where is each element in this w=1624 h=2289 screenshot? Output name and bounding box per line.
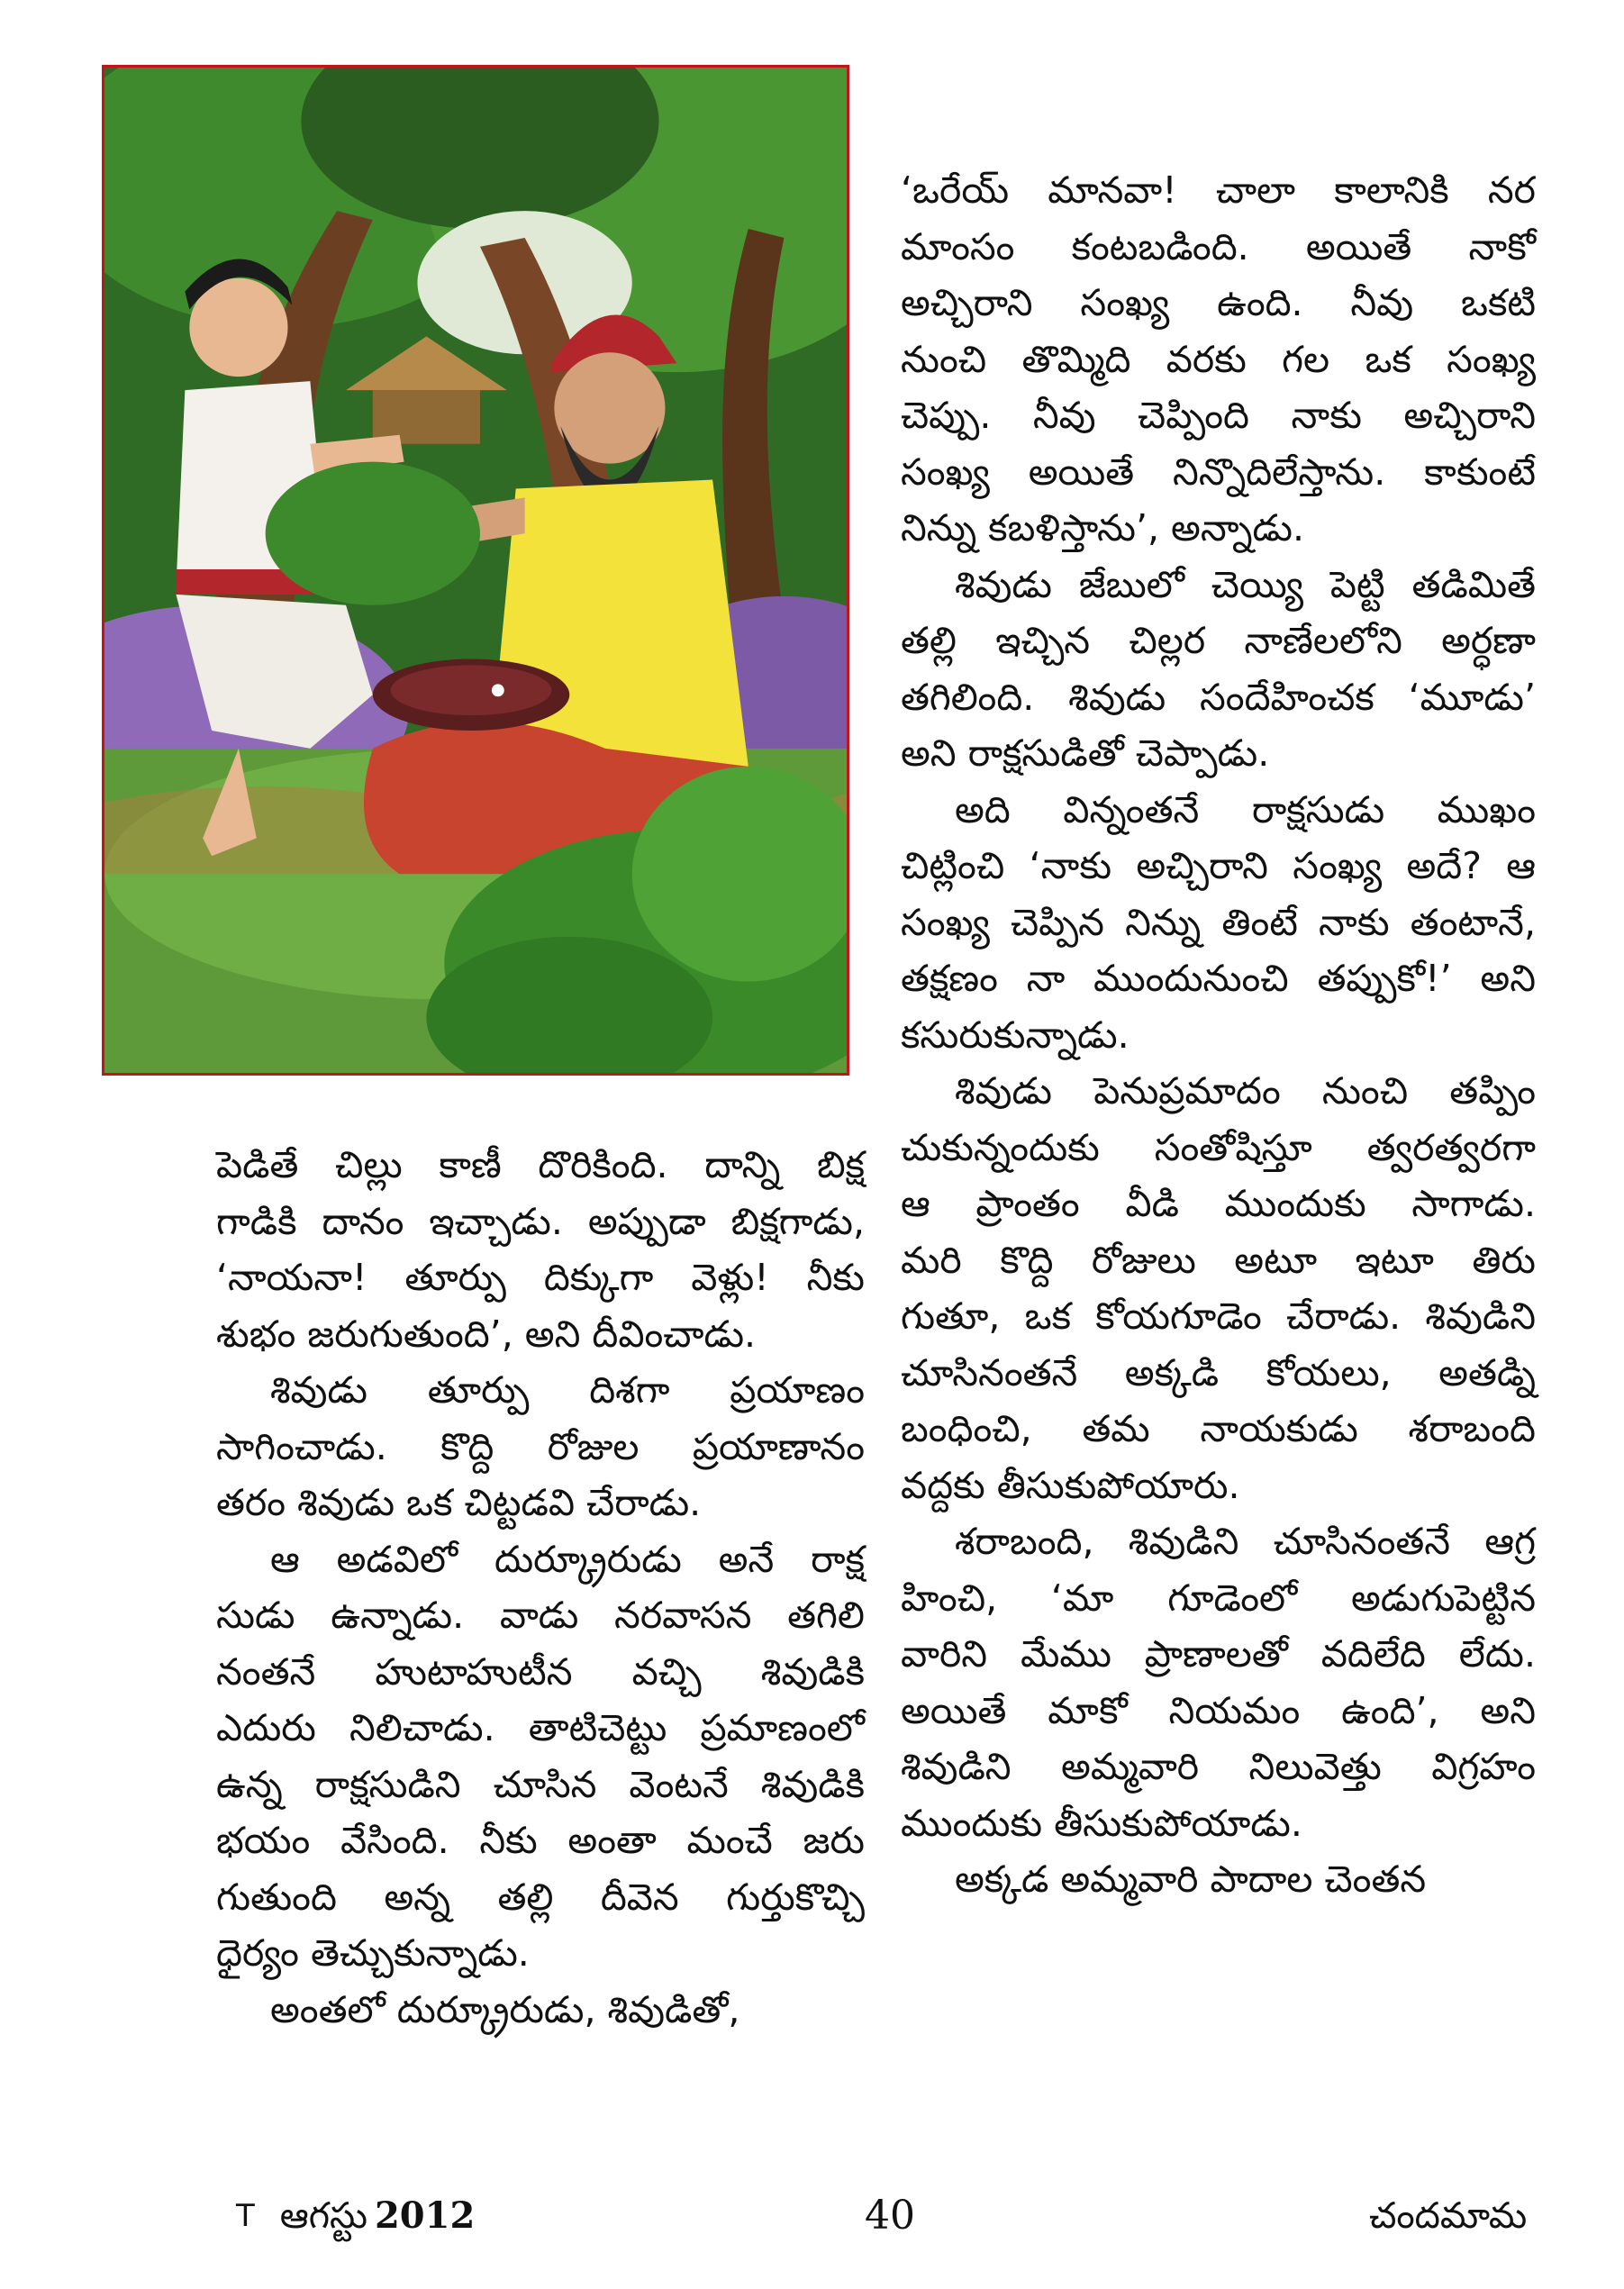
text-line: బంధించి, తమ నాయకుడు శరాబంది <box>901 1407 1536 1450</box>
text-line: శివుడు జేబులో చెయ్యి పెట్టి తడిమితే <box>955 562 1536 606</box>
text-line: గాడికి దానం ఇచ్చాడు. అప్పుడా బిక్షగాడు, <box>216 1199 865 1243</box>
text-line: వారిని మేము ప్రాణాలతో వదిలేది లేదు. <box>901 1632 1536 1676</box>
story-illustration <box>102 65 849 1076</box>
text-line: అంతలో దుర్క్రూరుడు, శివుడితో, <box>270 1987 740 2031</box>
text-line: అక్కడ అమ్మవారి పాదాల చెంతన <box>955 1858 1427 1901</box>
boy-and-beggar-illustration-icon <box>104 68 847 1073</box>
text-line: అచ్చిరాని సంఖ్య ఉంది. నీవు ఒకటి <box>901 281 1536 324</box>
text-line: సంఖ్య చెప్పిన నిన్ను తింటే నాకు తంటానే, <box>901 900 1536 944</box>
text-line: అని రాక్షసుడితో చెప్పాడు. <box>901 731 1270 775</box>
left-text-column <box>216 1137 865 2038</box>
magazine-name: చందమామ <box>1369 2195 1528 2237</box>
text-line: సుడు ఉన్నాడు. వాడు నరవాసన తగిలి <box>216 1594 865 1637</box>
text-line: తక్షణం నా ముందునుంచి తప్పుకో!’ అని <box>901 957 1536 1000</box>
footer-month: ఆగస్టు <box>279 2195 367 2237</box>
footer-year: 2012 <box>374 2194 476 2237</box>
footer-issue-date <box>236 2189 475 2243</box>
text-line: భయం వేసింది. నీకు అంతా మంచే జరు <box>216 1819 865 1862</box>
right-text-column <box>901 162 1536 1908</box>
text-line: చిట్లించి ‘నాకు అచ్చిరాని సంఖ్య అదే? ఆ <box>901 844 1536 887</box>
text-line: గుతుంది అన్న తల్లి దీవెన గుర్తుకొచ్చి <box>216 1875 865 1919</box>
paragraph <box>216 1362 865 1531</box>
text-line: చెప్పు. నీవు చెప్పింది నాకు అచ్చిరాని <box>901 394 1536 437</box>
text-line: శివుడిని అమ్మవారి నిలువెత్తు విగ్రహం <box>901 1745 1536 1788</box>
text-line: తల్లి ఇచ్చిన చిల్లర నాణేలలోని అర్ధణా <box>901 619 1536 662</box>
paragraph <box>901 1513 1536 1851</box>
text-line: శరాబంది, శివుడిని చూసినంతనే ఆగ్ర <box>955 1520 1536 1563</box>
text-line: శివుడు పెనుప్రమాదం నుంచి తప్పిం <box>955 1069 1536 1113</box>
text-line: నుంచి తొమ్మిది వరకు గల ఒక సంఖ్య <box>901 337 1536 381</box>
text-line: శివుడు తూర్పు దిశగా ప్రయాణం <box>270 1368 865 1412</box>
paragraph <box>216 1137 865 1362</box>
text-line: ‘ఒరేయ్ మానవా! చాలా కాలానికి నర <box>901 168 1536 212</box>
text-line: శుభం జరుగుతుంది’, అని దీవించాడు. <box>216 1312 757 1356</box>
text-line: ఉన్న రాక్షసుడిని చూసిన వెంటనే శివుడికి <box>216 1762 865 1806</box>
text-line: తరం శివుడు ఒక చిట్టడవి చేరాడు. <box>216 1481 702 1524</box>
text-line: నంతనే హుటాహుటీన వచ్చి శివుడికి <box>216 1649 865 1694</box>
text-line: చూసినంతనే అక్కడి కోయలు, అతడ్ని <box>901 1350 1536 1394</box>
text-line: అది విన్నంతనే రాక్షసుడు ముఖం <box>955 787 1536 831</box>
paragraph <box>216 1982 865 2039</box>
text-line: చుకున్నందుకు సంతోషిస్తూ త్వరత్వరగా <box>901 1125 1536 1169</box>
text-line: ఆ అడవిలో దుర్క్రూరుడు అనే రాక్ష <box>270 1537 865 1581</box>
text-line: సంఖ్య అయితే నిన్నొదిలేస్తాను. కాకుంటే <box>901 450 1536 494</box>
paragraph <box>901 1851 1536 1908</box>
text-line: నిన్ను కబళిస్తాను’, అన్నాడు. <box>901 506 1305 550</box>
text-line: వద్దకు తీసుకుపోయారు. <box>901 1463 1240 1507</box>
text-line: సాగించాడు. కొద్ది రోజుల ప్రయాణానం <box>216 1424 865 1468</box>
text-line: మరి కొద్ది రోజులు అటూ ఇటూ తిరు <box>901 1238 1536 1282</box>
text-line: ధైర్యం తెచ్చుకున్నాడు. <box>216 1931 530 1975</box>
text-line: అయితే మాకో నియమం ఉంది’, అని <box>901 1688 1536 1732</box>
text-line: ముందుకు తీసుకుపోయాడు. <box>901 1801 1302 1845</box>
page-number: 40 <box>865 2193 915 2239</box>
text-line: ‘నాయనా! తూర్పు దిక్కుగా వెళ్లు! నీకు <box>216 1256 865 1299</box>
text-line: కసురుకున్నాడు. <box>901 1013 1130 1057</box>
paragraph <box>901 162 1536 557</box>
text-line: గుతూ, ఒక కోయగూడెం చేరాడు. శివుడిని <box>901 1294 1536 1338</box>
text-line: మాంసం కంటబడింది. అయితే నాకో <box>901 224 1536 268</box>
text-line: హించి, ‘మా గూడెంలో అడుగుపెట్టిన <box>901 1576 1536 1620</box>
paragraph <box>216 1531 865 1982</box>
footer-mark: T <box>236 2198 255 2234</box>
paragraph <box>901 1063 1536 1513</box>
paragraph <box>901 557 1536 782</box>
text-line: ఆ ప్రాంతం వీడి ముందుకు సాగాడు. <box>901 1182 1536 1225</box>
paragraph <box>901 782 1536 1064</box>
text-line: పెడితే చిల్లు కాణీ దొరికింది. దాన్ని బిక్ష <box>216 1143 865 1186</box>
text-line: తగిలింది. శివుడు సందేహించక ‘మూడు’ <box>901 675 1536 719</box>
text-line: ఎదురు నిలిచాడు. తాటిచెట్టు ప్రమాణంలో <box>216 1706 865 1749</box>
